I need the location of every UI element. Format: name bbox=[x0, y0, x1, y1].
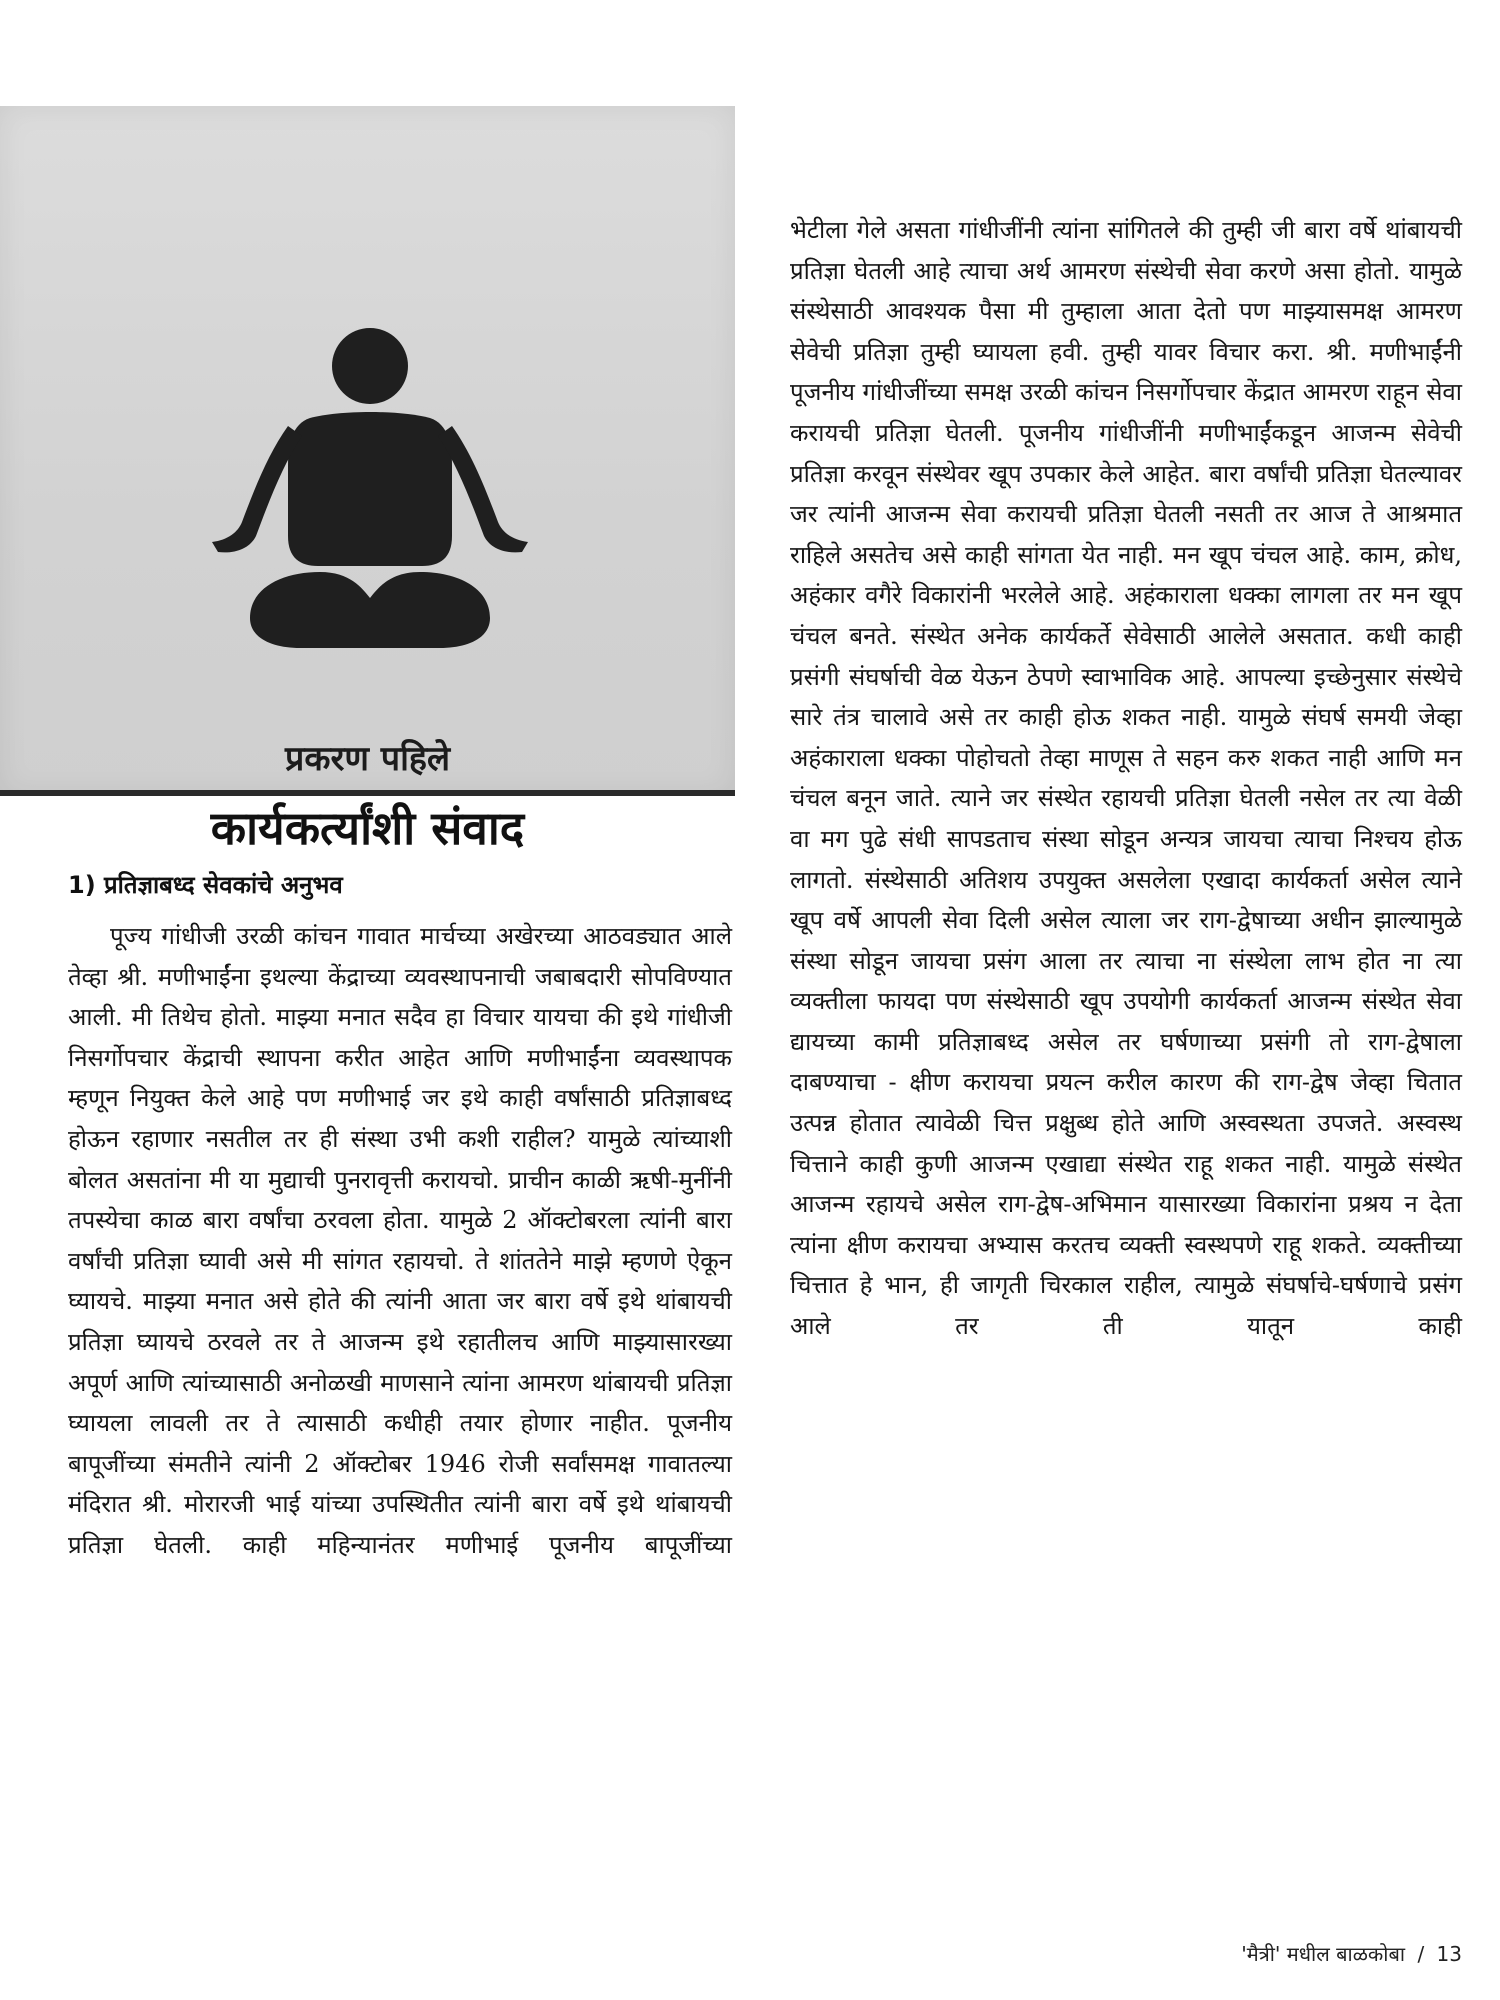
footer-separator: / bbox=[1417, 1942, 1425, 1966]
page-footer bbox=[1241, 1940, 1462, 1967]
page-number: 13 bbox=[1436, 1942, 1462, 1966]
right-column-text: भेटीला गेले असता गांधीजींनी त्यांना सांगितले की तुम्ही जी बारा वर्षे थांबायची प्रतिज्ञा घेतली आहे त्याचा अर्थ आमरण संस्थेची सेवा करणे असा होतो. यामुळे संस्थेसाठी आवश्यक पैसा मी तुम्हाला आता देतो पण माझ्यासमक्ष आमरण सेवेची प्रतिज्ञा तुम्ही घ्यायला हवी. तुम्ही यावर विचार करा. श्री. मणीभाईंनी पूजनीय गांधीजींच्या समक्ष उरळी कांचन निसर्गोपचार केंद्रात आमरण राहून सेवा करायची प्रतिज्ञा घेतली. पूजनीय गांधीजींनी मणीभाईंकडून आजन्म सेवेची प्रतिज्ञा करवून संस्थेवर खूप उपकार केले आहेत. बारा वर्षांची प्रतिज्ञा घेतल्यावर जर त्यांनी आजन्म सेवा करायची प्रतिज्ञा घेतली नसती तर आज ते आश्रमात राहिले असतेच असे काही सांगता येत नाही. मन खूप चंचल आहे. काम, क्रोध, अहंकार वगैरे विकारांनी भरलेले आहे. अहंकाराला धक्का लागला तर मन खूप चंचल बनते. संस्थेत अनेक कार्यकर्ते सेवेसाठी आलेले असतात. कधी काही प्रसंगी संघर्षाची वेळ येऊन ठेपणे स्वाभाविक आहे. आपल्या इच्छेनुसार संस्थेचे सारे तंत्र चालावे असे तर काही होऊ शकत नाही. यामुळे संघर्ष समयी जेव्हा अहंकाराला धक्का पोहोचतो तेव्हा माणूस ते सहन करु शकत नाही आणि मन चंचल बनून जाते. त्याने जर संस्थेत रहायची प्रतिज्ञा घेतली नसेल तर त्या वेळी वा मग पुढे संधी सापडताच संस्था सोडून अन्यत्र जायचा त्याचा निश्चय होऊ लागतो. संस्थेसाठी अतिशय उपयुक्त असलेला एखादा कार्यकर्ता असेल त्याने खूप वर्षे आपली सेवा दिली असेल त्याला जर राग-द्वेषाच्या अधीन झाल्यामुळे संस्था सोडून जायचा प्रसंग आला तर त्याचा ना संस्थेला लाभ होत ना त्या व्यक्तीला फायदा पण संस्थेसाठी खूप उपयोगी कार्यकर्ता आजन्म संस्थेत सेवा द्यायच्या कामी प्रतिज्ञाबध्द असेल तर घर्षणाच्या प्रसंगी तो राग-द्वेषाला दाबण्याचा - क्षीण करायचा प्रयत्न करील कारण की राग-द्वेष जेव्हा चितात उत्पन्न होतात त्यावेळी चित्त प्रक्षुब्ध होते आणि अस्वस्थता उपजते. अस्वस्थ चित्ताने काही कुणी आजन्म एखाद्या संस्थेत राहू शकत नाही. यामुळे संस्थेत आजन्म रहायचे असेल राग-द्वेष-अभिमान यासारख्या विकारांना प्रश्रय न देता त्यांना क्षीण करायचा अभ्यास करतच व्यक्ती स्वस्थपणे राहू शकते. व्यक्तीच्या चित्तात हे भान, ही जागृती चिरकाल राहील, त्यामुळे संघर्षाचे-घर्षणाचे प्रसंग आले तर ती यातून काही bbox=[790, 216, 1462, 1341]
meditation-figure-icon bbox=[190, 326, 550, 666]
chapter-title: कार्यकर्त्यांशी संवाद bbox=[210, 801, 525, 855]
left-column bbox=[68, 916, 732, 1566]
chapter-label: प्रकरण पहिले bbox=[284, 739, 450, 779]
right-column bbox=[790, 210, 1462, 1347]
chapter-banner bbox=[0, 106, 735, 855]
banner-bottom-rule bbox=[0, 790, 735, 796]
section-heading: 1) प्रतिज्ञाबध्द सेवकांचे अनुभव bbox=[68, 871, 343, 899]
footer-book-title: 'मैत्री' मधील बाळकोबा bbox=[1241, 1942, 1406, 1966]
left-column-text: पूज्य गांधीजी उरळी कांचन गावात मार्चच्या अखेरच्या आठवड्यात आले तेव्हा श्री. मणीभाईंना इथल्या केंद्राच्या व्यवस्थापनाची जबाबदारी सोपविण्यात आली. मी तिथेच होतो. माझ्या मनात सदैव हा विचार यायचा की इथे गांधीजी निसर्गोपचार केंद्राची स्थापना करीत आहेत आणि मणीभाईंना व्यवस्थापक म्हणून नियुक्त केले आहे पण मणीभाई जर इथे काही वर्षांसाठी प्रतिज्ञाबध्द होऊन रहाणार नसतील तर ही संस्था उभी कशी राहील? यामुळे त्यांच्याशी बोलत असतांना मी या मुद्याची पुनरावृत्ती करायचो. प्राचीन काळी ऋषी-मुनींनी तपस्येचा काळ बारा वर्षांचा ठरवला होता. यामुळे 2 ऑक्टोबरला त्यांनी बारा वर्षांची प्रतिज्ञा घ्यावी असे मी सांगत रहायचो. ते शांततेने माझे म्हणणे ऐकून घ्यायचे. माझ्या मनात असे होते की त्यांनी आता जर बारा वर्षे इथे थांबायची प्रतिज्ञा घ्यायचे ठरवले तर ते आजन्म इथे रहातीलच आणि माझ्यासारख्या अपूर्ण आणि त्यांच्यासाठी अनोळखी माणसाने त्यांना आमरण थांबायची प्रतिज्ञा घ्यायला लावली तर ते त्यासाठी कधीही तयार होणार नाहीत. पूजनीय बापूजींच्या संमतीने त्यांनी 2 ऑक्टोबर 1946 रोजी सर्वांसमक्ष गावातल्या मंदिरात श्री. मोरारजी भाई यांच्या उपस्थितीत त्यांनी बारा वर्षे इथे थांबायची प्रतिज्ञा घेतली. काही महिन्यानंतर मणीभाई पूजनीय बापूजींच्या bbox=[68, 922, 732, 1559]
